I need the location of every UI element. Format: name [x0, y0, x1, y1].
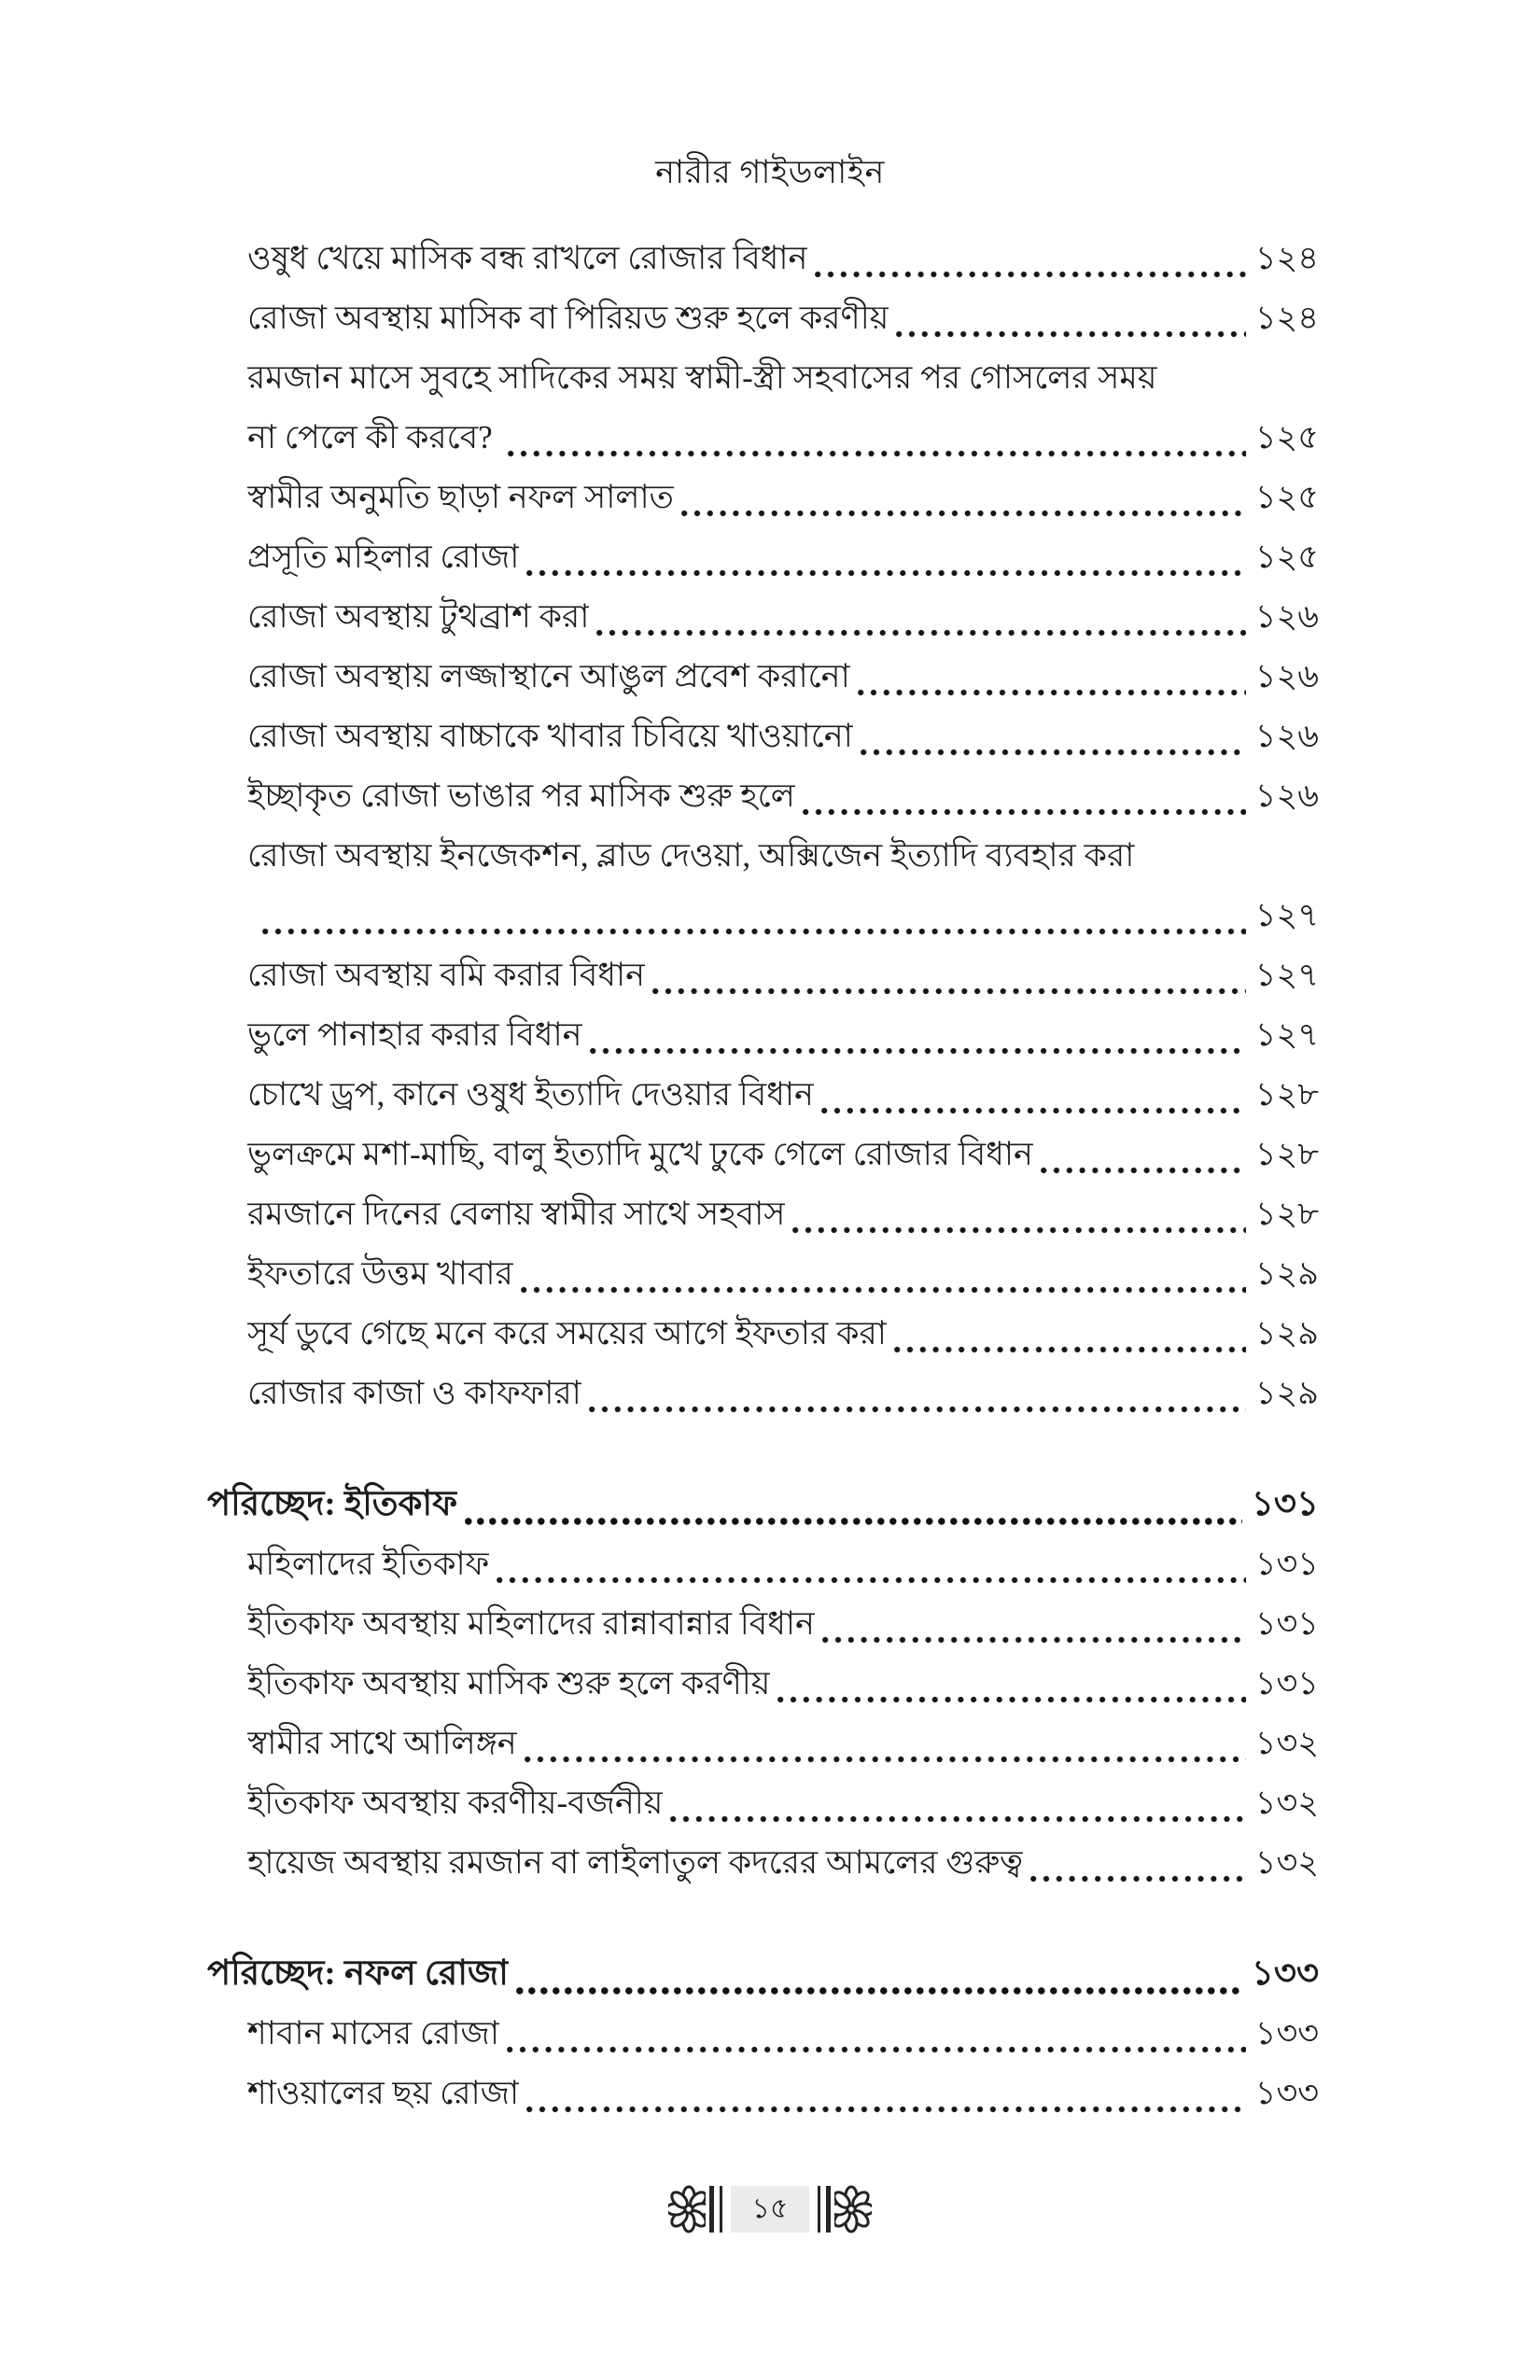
toc-entry [207, 826, 1319, 886]
toc-entry [207, 766, 1319, 826]
toc-entry-title: শাওয়ালের ছয় রোজা [247, 2075, 520, 2111]
footer-ornament-left [668, 2185, 722, 2233]
dot-leader [1041, 1163, 1246, 1174]
toc-page-number: ১২৯ [1254, 1375, 1319, 1411]
toc-entry [207, 1184, 1319, 1244]
dot-leader [589, 1402, 1246, 1413]
toc-entry [207, 587, 1319, 647]
toc-page-number: ১২৯ [1254, 1255, 1319, 1292]
toc-page-number: ১২৭ [1254, 957, 1319, 993]
toc-entry-title: ইফতারে উত্তম খাবার [247, 1255, 513, 1292]
toc-section-title: পরিচ্ছেদ: ইতিকাফ [207, 1485, 458, 1523]
toc-page-number: ১৩১ [1251, 1485, 1319, 1523]
toc-entry [207, 288, 1319, 348]
dot-leader [262, 924, 1246, 935]
toc-page-number: ১২৮ [1254, 1076, 1319, 1113]
toc-entry [207, 1364, 1319, 1423]
toc-page-number: ১২৬ [1254, 777, 1319, 814]
toc-entry [207, 2004, 1319, 2064]
toc-section-heading [207, 1944, 1319, 2004]
toc-page-number: ১৩২ [1254, 1725, 1319, 1761]
toc-entry [207, 1005, 1319, 1065]
flower-icon [668, 2185, 706, 2233]
toc-entry-title: না পেলে কী করবে? [247, 419, 493, 455]
toc-page-number: ১৩২ [1254, 1785, 1319, 1821]
toc-page-number: ১৩১ [1254, 1665, 1319, 1701]
toc-page-number: ১৩১ [1254, 1605, 1319, 1642]
toc-page-number: ১২৮ [1254, 1196, 1319, 1232]
toc-entry [207, 1714, 1319, 1773]
toc-entry [207, 945, 1319, 1005]
dot-leader [821, 1103, 1246, 1114]
toc-page-number: ১২৯ [1254, 1315, 1319, 1351]
toc-page-number: ১২৬ [1254, 718, 1319, 754]
flower-icon [834, 2185, 872, 2233]
dot-leader [590, 1043, 1246, 1055]
running-head: নারীর গাইডলাইন [655, 154, 885, 190]
toc-entry-title: রোজা অবস্থায় ইনজেকশন, ব্লাড দেওয়া, অক্সিজেন ইত্যাদি ব্যবহার করা [247, 837, 1135, 874]
toc-entry [207, 1594, 1319, 1654]
toc-entry [207, 1304, 1319, 1364]
toc-entry-title: রোজা অবস্থায় মাসিক বা পিরিয়ড শুরু হলে করণীয় [247, 300, 889, 336]
dot-leader [507, 2042, 1246, 2053]
divider-bar [818, 2186, 820, 2233]
toc-entry-title: হায়েজ অবস্থায় রমজান বা লাইলাতুল কদরের আমলের গুরুত্ব [247, 1844, 1024, 1881]
toc-page-number: ১৩৩ [1254, 2075, 1319, 2111]
toc-page-number: ১২৮ [1254, 1136, 1319, 1172]
dot-leader [508, 446, 1246, 457]
dot-leader [803, 805, 1246, 816]
dot-leader [516, 1983, 1242, 1995]
toc-entry-title: রোজা অবস্থায় বাচ্চাকে খাবার চিবিয়ে খাওয়ানো [247, 718, 853, 754]
toc-page-number: ১৩১ [1254, 1546, 1319, 1582]
dot-leader [652, 984, 1246, 995]
toc-entry-title: ইতিকাফ অবস্থায় মহিলাদের রান্নাবান্নার বিধান [247, 1605, 815, 1642]
toc-entry [207, 1773, 1319, 1833]
divider-bar [826, 2186, 831, 2233]
toc-entry-title: রোজা অবস্থায় বমি করার বিধান [247, 957, 646, 993]
toc-page-number: ১৩৩ [1254, 2015, 1319, 2051]
dot-leader [465, 1514, 1242, 1525]
toc-entry-title: ভুলে পানাহার করার বিধান [247, 1016, 582, 1053]
toc-entry-title: রমজান মাসে সুবহে সাদিকের সময় স্বামী-স্ত্রী সহবাসের পর গোসলের সময় [247, 359, 1157, 396]
toc-entry-title: শাবান মাসের রোজা [247, 2015, 499, 2051]
toc-page-number: ১৩২ [1254, 1844, 1319, 1881]
dot-leader [896, 327, 1245, 338]
toc-page-number: ১২৫ [1254, 539, 1319, 575]
toc-page-number: ১২৭ [1254, 897, 1319, 933]
toc-entry-title: স্বামীর অনুমতি ছাড়া নফল সালাত [247, 479, 674, 515]
toc-entry-title: প্রসূতি মহিলার রোজা [247, 539, 520, 575]
toc-entry-title: রোজা অবস্থায় টুথব্রাশ করা [247, 598, 590, 635]
toc-entry [207, 647, 1319, 707]
dot-leader [815, 267, 1245, 278]
dot-leader [526, 566, 1245, 577]
dot-leader [526, 2102, 1246, 2113]
toc-page-number: ১২৪ [1254, 300, 1319, 336]
toc-entry-title: ইতিকাফ অবস্থায় মাসিক শুরু হলে করণীয় [247, 1665, 771, 1701]
toc-page-number: ১৩৩ [1251, 1954, 1319, 1993]
toc-entry [207, 1654, 1319, 1714]
toc-section-title: পরিচ্ছেদ: নফল রোজা [207, 1954, 509, 1993]
toc-entry [207, 229, 1319, 288]
dot-leader [681, 506, 1246, 517]
dot-leader [894, 1342, 1246, 1353]
dot-leader [670, 1812, 1245, 1823]
toc-entry [207, 1244, 1319, 1304]
toc-entry-title: রোজা অবস্থায় লজ্জাস্থানে আঙুল প্রবেশ করানো [247, 658, 850, 694]
toc-page-number: ১২৪ [1254, 240, 1319, 276]
divider-bar [709, 2186, 714, 2233]
toc-entry [207, 1065, 1319, 1125]
dot-leader [525, 1752, 1246, 1763]
footer-page-number-box [731, 2186, 809, 2233]
toc-page-number: ১২৬ [1254, 598, 1319, 635]
toc-entry-title: ওষুধ খেয়ে মাসিক বন্ধ রাখলে রোজার বিধান [247, 240, 808, 276]
toc-entry [207, 707, 1319, 766]
toc-entry-title: স্বামীর সাথে আলিঙ্গন [247, 1725, 517, 1761]
toc-entry-continuation [207, 408, 1319, 468]
toc-page-number: ১২৫ [1254, 419, 1319, 455]
dot-leader [596, 625, 1245, 637]
toc-entry-title: মহিলাদের ইতিকাফ [247, 1546, 490, 1582]
dot-leader [497, 1573, 1246, 1584]
dot-leader [521, 1282, 1246, 1294]
toc-entry-title: ভুলক্রমে মশা-মাছি, বালু ইত্যাদি মুখে ঢুকে গেলে রোজার বিধান [247, 1136, 1033, 1172]
dot-leader [861, 745, 1246, 756]
page-footer [0, 2185, 1540, 2233]
dot-leader [858, 685, 1246, 696]
toc-entry-title: চোখে ড্রপ, কানে ওষুধ ইত্যাদি দেওয়ার বিধান [247, 1076, 814, 1113]
toc-entry [207, 468, 1319, 527]
toc-entry-title: ইচ্ছাকৃত রোজা ভাঙার পর মাসিক শুরু হলে [247, 777, 795, 814]
toc-entry [207, 527, 1319, 587]
toc-entry [207, 1833, 1319, 1893]
dot-leader [777, 1692, 1245, 1703]
toc-entry-title: রমজানে দিনের বেলায় স্বামীর সাথে সহবাস [247, 1196, 786, 1232]
dot-leader [792, 1223, 1245, 1234]
toc-entry [207, 2064, 1319, 2123]
toc-page-number: ১২৭ [1254, 1016, 1319, 1053]
dot-leader [822, 1632, 1246, 1644]
divider-bar [720, 2186, 722, 2233]
toc-page-number: ১২৬ [1254, 658, 1319, 694]
dot-leader [1030, 1871, 1246, 1883]
toc-entry-continuation [207, 886, 1319, 945]
toc-entry-title: ইতিকাফ অবস্থায় করণীয়-বর্জনীয় [247, 1785, 664, 1821]
toc-entry [207, 1534, 1319, 1594]
toc-entry [207, 348, 1319, 408]
toc-list [207, 229, 1319, 2123]
toc-entry [207, 1125, 1319, 1184]
footer-ornament-right [818, 2185, 872, 2233]
toc-section-heading [207, 1475, 1319, 1534]
footer-page-number: ১৫ [751, 2192, 789, 2224]
toc-entry-title: সূর্য ডুবে গেছে মনে করে সময়ের আগে ইফতার করা [247, 1315, 887, 1351]
toc-entry-title: রোজার কাজা ও কাফফারা [247, 1375, 581, 1411]
toc-page-number: ১২৫ [1254, 479, 1319, 515]
